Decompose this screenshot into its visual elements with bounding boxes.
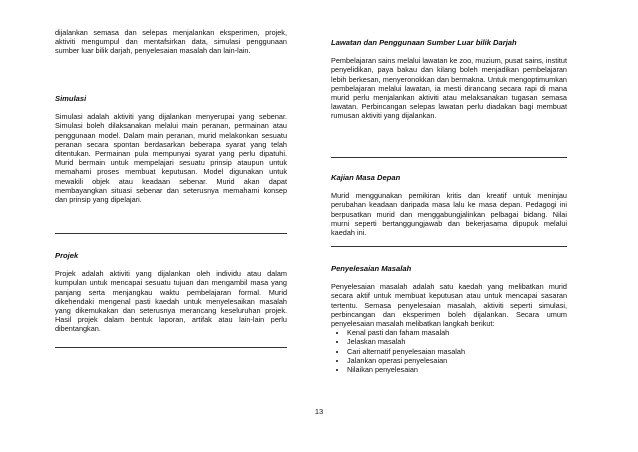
lawatan-heading: Lawatan dan Penggunaan Sumber Luar bilik Darjah	[331, 38, 517, 47]
left-column	[55, 28, 287, 348]
list-item: • Jalankan operasi penyelesaian	[347, 356, 567, 365]
penyelesaian-section	[331, 264, 567, 374]
lawatan-section	[331, 38, 567, 158]
simulasi-section	[55, 94, 287, 234]
kajian-section	[331, 173, 567, 247]
projek-paragraph: Projek adalah aktiviti yang dijalankan oleh individu atau dalam kumpulan untuk mencapai sesuatu tujuan dan mengambil masa yang panjang serta menjangkau waktu pembelajaran formal. Murid dikehendaki mengenal pasti kaedah untuk menyelesaikan masalah yang dikemukakan dan seterusnya merancang keseluruhan projek. Hasil projek dalam bentuk laporan, artifak atau lain-lain perlu dibentangkan.	[55, 269, 287, 334]
list-item: • Nilaikan penyelesaian	[347, 365, 567, 374]
kajian-paragraph: Murid menggunakan pemikiran kritis dan kreatif untuk meninjau perubahan keadaan daripada masa lalu ke masa depan. Pedagogi ini berpusatkan murid dan menggabungjalinkan pelbagai bidang. Nilai murni seperti bertanggungjawab dan bekerjasama dipupuk melalui kaedah ini.	[331, 191, 567, 238]
projek-section	[55, 251, 287, 348]
list-item: • Kenal pasti dan faham masalah	[347, 328, 567, 337]
projek-heading: Projek	[55, 251, 79, 260]
simulasi-heading: Simulasi	[55, 94, 87, 103]
penyelesaian-paragraph: Penyelesaian masalah adalah satu kaedah yang melibatkan murid secara aktif untuk membuat keputusan atau untuk mencapai sasaran tertentu. Semasa penyelesaian masalah, aktiviti seperti simulasi, perbincangan dan eksperimen boleh dijalankan. Secara umum penyelesaian masalah melibatkan langkah berikut:	[331, 282, 567, 329]
list-item: • Jelaskan masalah	[347, 337, 567, 346]
penyelesaian-heading: Penyelesaian Masalah	[331, 264, 412, 273]
lawatan-paragraph: Pembelajaran sains melalui lawatan ke zoo, muzium, pusat sains, institut penyelidikan, paya bakau dan kilang boleh menjadikan pembelajaran lebih berkesan, menyeronokkan dan bermakna. Untuk mengoptimumkan pembelajaran melalui lawatan, ia mesti dirancang secara rapi di mana murid perlu menjalankan aktiviti atau melaksanakan tugasan semasa lawatan. Perbincangan selepas lawatan perlu diadakan bagi membuat rumusan aktiviti yang dijalankan.	[331, 56, 567, 121]
right-column	[331, 28, 567, 374]
simulasi-paragraph: Simulasi adalah aktiviti yang dijalankan menyerupai yang sebenar. Simulasi boleh dilaksanakan melalui main peranan, permainan atau penggunaan model. Dalam main peranan, murid melakonkan sesuatu peranan secara spontan berdasarkan beberapa syarat yang telah ditentukan. Permainan pula mempunyai syarat yang perlu dipatuhi. Murid bermain untuk mempelajari sesuatu prinsip ataupun untuk memahami proses membuat keputusan. Model digunakan untuk mewakili objek atau keadaan sebenar. Murid akan dapat membayangkan situasi sebenar dan seterusnya memahami konsep dan prinsip yang dipelajari.	[55, 112, 287, 205]
kajian-heading: Kajian Masa Depan	[331, 173, 401, 182]
intro-paragraph: dijalankan semasa dan selepas menjalankan eksperimen, projek, aktiviti mengumpul dan mentafsirkan data, simulasi penggunaan sumber luar bilik darjah, penyelesaian masalah dan lain-lain.	[55, 28, 287, 56]
penyelesaian-steps-list	[331, 328, 567, 374]
list-item: • Cari alternatif penyelesaian masalah	[347, 347, 567, 356]
page-number: 13	[314, 407, 324, 416]
